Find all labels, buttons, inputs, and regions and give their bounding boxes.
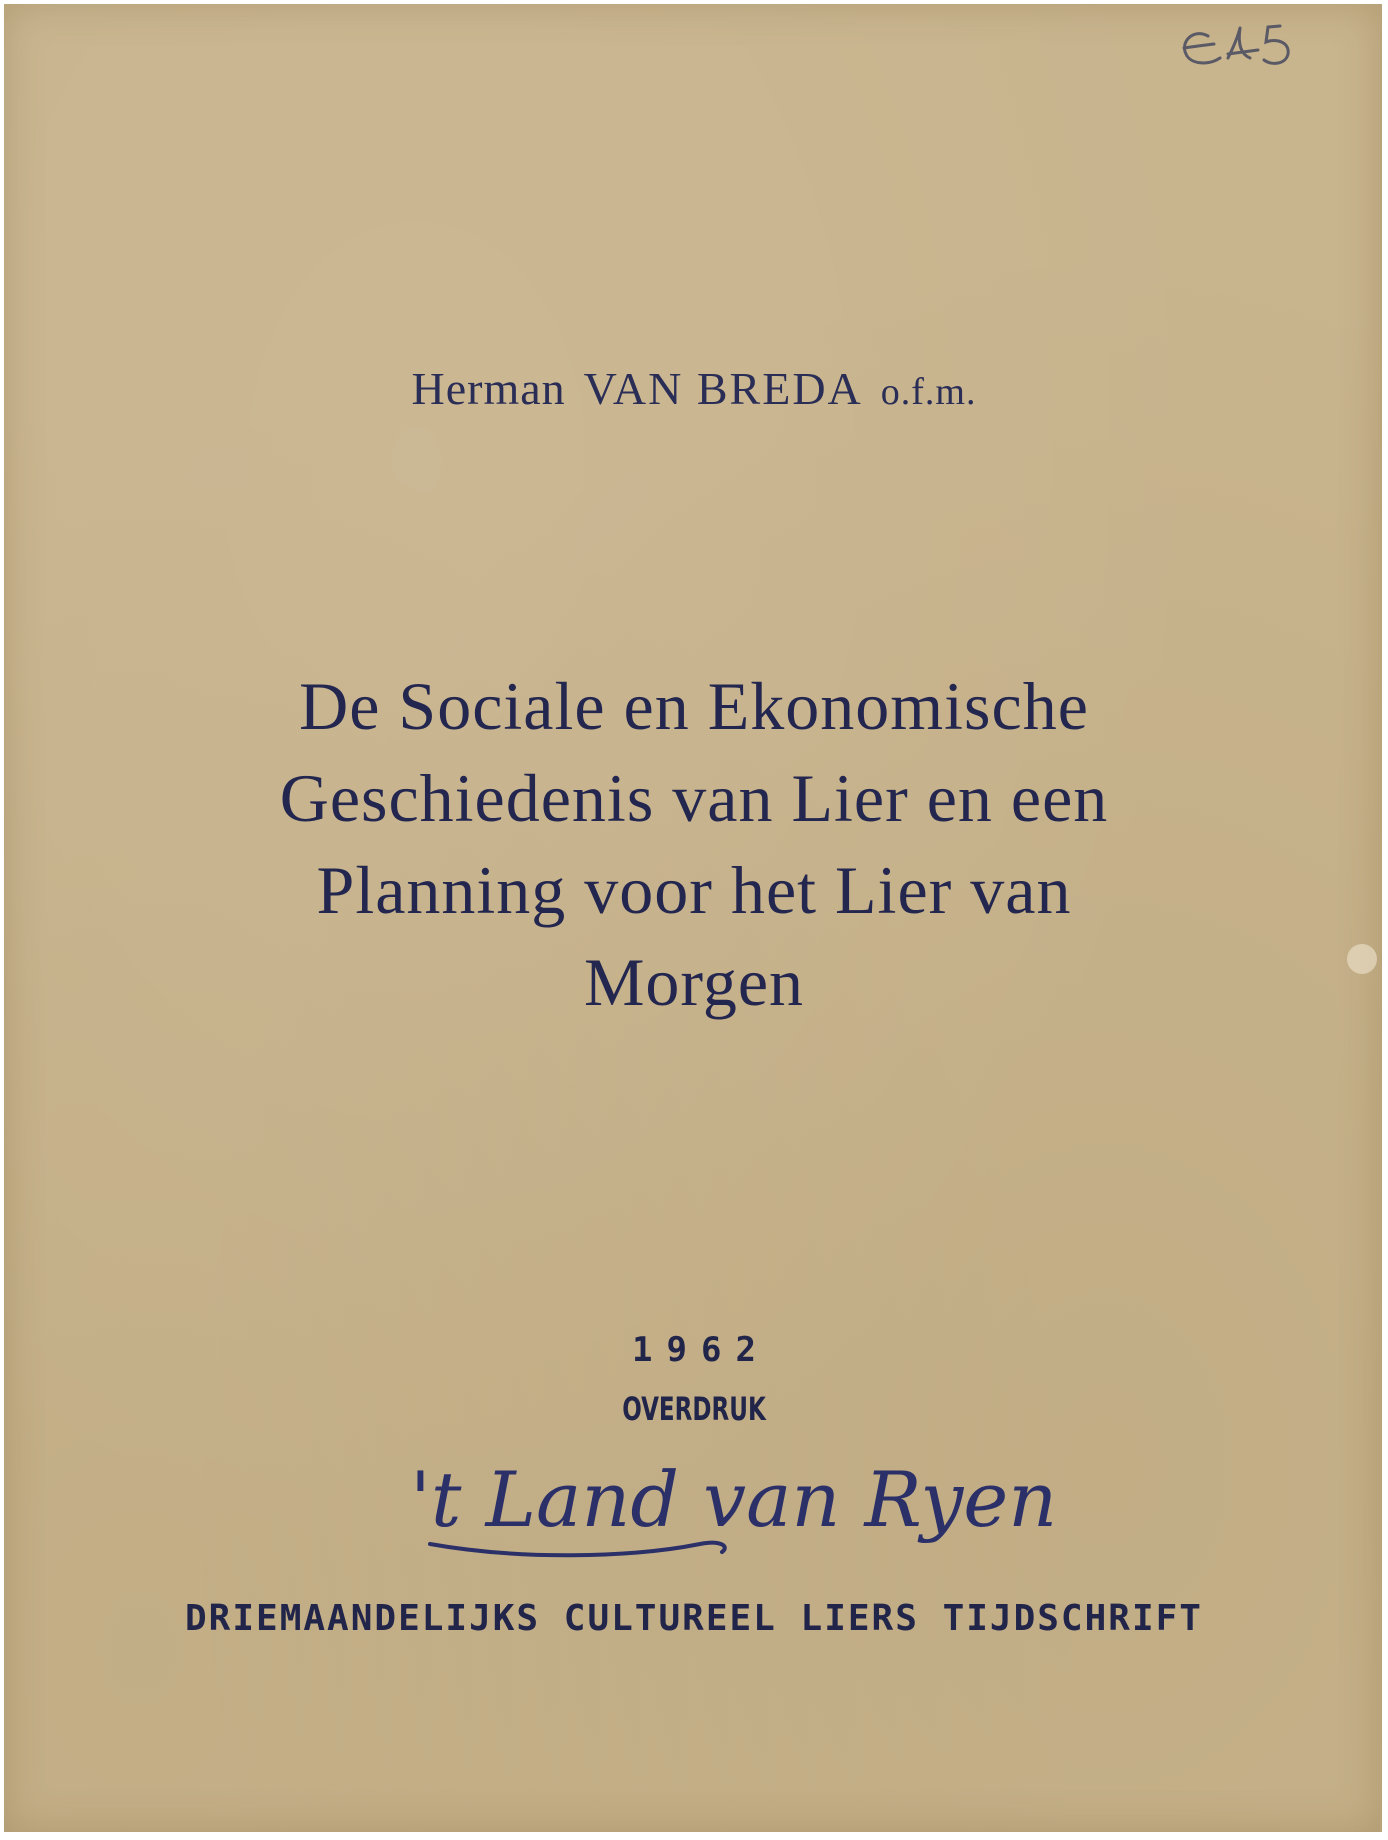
- journal-logo: [400, 1448, 1058, 1568]
- author-given-name: Herman: [411, 363, 566, 414]
- handwritten-annotation: [1168, 14, 1338, 84]
- author-suffix: o.f.m.: [880, 371, 977, 413]
- author-surname: VAN BREDA: [583, 363, 863, 414]
- journal-logo-text: 't Land van Ryen: [410, 1455, 1058, 1544]
- publication-year: 1962: [632, 1330, 770, 1370]
- offprint-label: OVERDRUK: [622, 1390, 766, 1428]
- journal-subtitle: DRIEMAANDELIJKS CULTUREEL LIERS TIJDSCHRIFT: [185, 1598, 1203, 1639]
- book-title: [0, 660, 1388, 1028]
- title-line: Planning voor het Lier van: [316, 852, 1072, 928]
- title-line: Geschiedenis van Lier en een: [279, 760, 1109, 836]
- author-line: [0, 362, 1388, 415]
- title-line: De Sociale en Ekonomische: [299, 668, 1089, 744]
- title-line: Morgen: [583, 944, 805, 1020]
